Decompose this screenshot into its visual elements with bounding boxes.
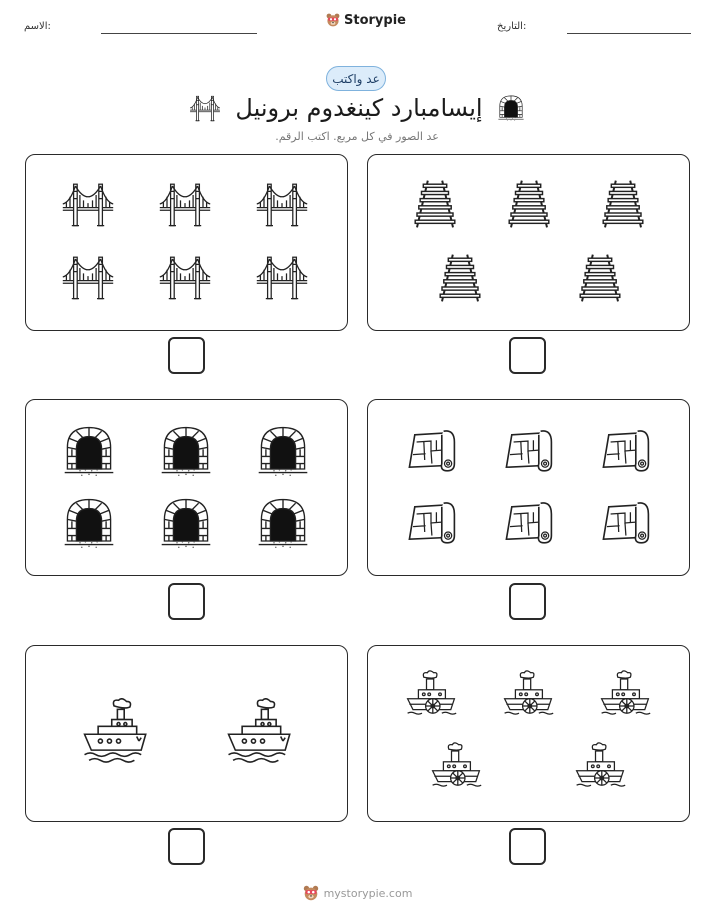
suspension-bridge-icon — [255, 177, 309, 231]
paddle-steamer-icon — [501, 670, 555, 724]
footer-link[interactable]: mystorypie.com — [323, 886, 413, 900]
map-scroll-icon — [598, 496, 652, 550]
paddle-steamer-icon — [598, 670, 652, 724]
tunnel-icon — [159, 424, 213, 478]
answer-box-tunnels[interactable] — [168, 583, 205, 620]
paddle-steamer-icon — [573, 742, 627, 796]
footer — [0, 884, 714, 902]
answer-box-railway-tracks[interactable] — [509, 337, 546, 374]
railway-track-icon — [433, 251, 487, 305]
railway-track-icon — [596, 177, 650, 231]
tunnel-icon — [62, 496, 116, 550]
steamship-icon — [224, 698, 292, 766]
answer-box-maps[interactable] — [509, 583, 546, 620]
date-label: التاريخ: — [497, 21, 527, 32]
title-row — [0, 92, 714, 124]
railway-track-icon — [502, 177, 556, 231]
brand-name: Storypie — [344, 12, 406, 28]
date-field[interactable] — [567, 33, 691, 34]
counting-panel-steamships — [25, 645, 348, 822]
answer-box-bridges[interactable] — [168, 337, 205, 374]
map-scroll-icon — [501, 424, 555, 478]
bear-logo-icon — [325, 12, 341, 28]
tunnel-icon — [256, 496, 310, 550]
counting-panel-maps — [367, 399, 690, 576]
counting-panel-bridges — [25, 154, 348, 331]
railway-track-icon — [573, 251, 627, 305]
paddle-steamer-icon — [429, 742, 483, 796]
tunnel-icon — [256, 424, 310, 478]
suspension-bridge-icon — [158, 177, 212, 231]
bear-logo-icon — [302, 884, 320, 902]
suspension-bridge-icon — [158, 250, 212, 304]
suspension-bridge-icon — [61, 250, 115, 304]
tunnel-icon — [159, 496, 213, 550]
instructions: عد الصور في كل مربع. اكتب الرقم. — [275, 130, 439, 143]
map-scroll-icon — [501, 496, 555, 550]
counting-panel-paddle-steamers — [367, 645, 690, 822]
page-title: إيسامبارد كينغدوم برونيل — [235, 94, 483, 122]
activity-badge: عد واكتب — [326, 66, 386, 91]
name-label: الاسم: — [24, 21, 51, 32]
suspension-bridge-icon — [255, 250, 309, 304]
counting-panel-tunnels — [25, 399, 348, 576]
suspension-bridge-icon — [61, 177, 115, 231]
map-scroll-icon — [404, 424, 458, 478]
brand-logo — [325, 12, 406, 28]
tunnel-icon — [497, 94, 525, 122]
tunnel-icon — [62, 424, 116, 478]
answer-box-paddle-steamers[interactable] — [509, 828, 546, 865]
suspension-bridge-icon — [189, 92, 221, 124]
railway-track-icon — [408, 177, 462, 231]
map-scroll-icon — [598, 424, 652, 478]
steamship-icon — [80, 698, 148, 766]
counting-panel-railway-tracks — [367, 154, 690, 331]
paddle-steamer-icon — [404, 670, 458, 724]
answer-box-steamships[interactable] — [168, 828, 205, 865]
map-scroll-icon — [404, 496, 458, 550]
name-field[interactable] — [101, 33, 257, 34]
